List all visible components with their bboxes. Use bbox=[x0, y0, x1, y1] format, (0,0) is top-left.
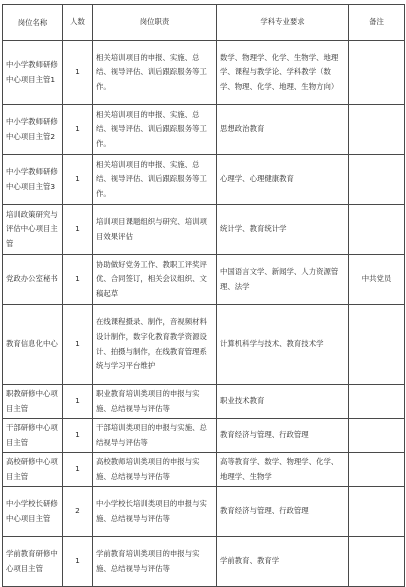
table-row bbox=[3, 537, 405, 587]
cell-count: 2 bbox=[63, 487, 93, 537]
cell-count: 1 bbox=[63, 419, 93, 453]
cell-note bbox=[349, 537, 405, 587]
cell-duty: 干部培训类项目的申报与实施、总结视导与评估等 bbox=[93, 419, 217, 453]
cell-duty: 相关培训项目的申报、实施、总结、视导评估、训后跟踪服务等工作。 bbox=[93, 155, 217, 205]
cell-post: 中小学校长研修中心项目主管 bbox=[3, 487, 63, 537]
cell-major: 职业技术教育 bbox=[217, 385, 349, 419]
cell-post: 高校研修中心项目主管 bbox=[3, 453, 63, 487]
cell-duty: 中小学校长培训类项目的申报与实施、总结视导与评估等 bbox=[93, 487, 217, 537]
recruitment-table-sheet bbox=[2, 4, 404, 587]
cell-post: 学前教育研修中心项目主管 bbox=[3, 537, 63, 587]
cell-major: 中国语言文学、新闻学、人力资源管理、法学 bbox=[217, 255, 349, 305]
cell-post: 培训政策研究与评估中心项目主管 bbox=[3, 205, 63, 255]
cell-major: 教育经济与管理、行政管理 bbox=[217, 419, 349, 453]
cell-post: 党政办公室秘书 bbox=[3, 255, 63, 305]
cell-duty: 培训项目课题组织与研究、培训项目效果评估 bbox=[93, 205, 217, 255]
cell-note bbox=[349, 453, 405, 487]
cell-major: 高等教育学、数学、物理学、化学、地理学、生物学 bbox=[217, 453, 349, 487]
table-row bbox=[3, 255, 405, 305]
table-row bbox=[3, 385, 405, 419]
header-note: 备注 bbox=[349, 5, 405, 41]
cell-note bbox=[349, 305, 405, 385]
cell-major: 统计学、教育统计学 bbox=[217, 205, 349, 255]
cell-post: 中小学教师研修中心项目主管3 bbox=[3, 155, 63, 205]
cell-post: 教育信息化中心 bbox=[3, 305, 63, 385]
cell-major: 思想政治教育 bbox=[217, 105, 349, 155]
cell-duty: 职业教育培训类项目的申报与实施、总结视导与评估等 bbox=[93, 385, 217, 419]
table-row bbox=[3, 487, 405, 537]
cell-post: 中小学教师研修中心项目主管2 bbox=[3, 105, 63, 155]
cell-major: 学前教育、教育学 bbox=[217, 537, 349, 587]
header-major: 学科专业要求 bbox=[217, 5, 349, 41]
table-row bbox=[3, 305, 405, 385]
cell-note bbox=[349, 385, 405, 419]
cell-count: 1 bbox=[63, 385, 93, 419]
cell-note: 中共党员 bbox=[349, 255, 405, 305]
cell-note bbox=[349, 105, 405, 155]
table-row bbox=[3, 205, 405, 255]
header-count: 人数 bbox=[63, 5, 93, 41]
header-duty: 岗位职责 bbox=[93, 5, 217, 41]
recruitment-table bbox=[2, 4, 405, 587]
cell-duty: 相关培训项目的申报、实施、总结、视导评估、训后跟踪服务等工作。 bbox=[93, 41, 217, 105]
cell-post: 职教研修中心项目主管 bbox=[3, 385, 63, 419]
cell-count: 1 bbox=[63, 155, 93, 205]
cell-duty: 在线课程摄录、制作，音视频材料设计制作，数字化教育教学资源设计、拍摄与制作，在线教育管理系统与学习平台维护 bbox=[93, 305, 217, 385]
cell-duty: 协助做好党务工作、教职工评奖评优、合同签订，相关会议组织、文稿起草 bbox=[93, 255, 217, 305]
header-post: 岗位名称 bbox=[3, 5, 63, 41]
cell-count: 1 bbox=[63, 105, 93, 155]
cell-note bbox=[349, 419, 405, 453]
cell-duty: 学前教育培训类项目的申报与实施、总结视导与评估等 bbox=[93, 537, 217, 587]
cell-count: 1 bbox=[63, 305, 93, 385]
header-row bbox=[3, 5, 405, 41]
table-row bbox=[3, 419, 405, 453]
cell-count: 1 bbox=[63, 255, 93, 305]
cell-duty: 相关培训项目的申报、实施、总结、视导评估、训后跟踪服务等工作。 bbox=[93, 105, 217, 155]
cell-note bbox=[349, 487, 405, 537]
cell-major: 教育经济与管理、行政管理 bbox=[217, 487, 349, 537]
cell-note bbox=[349, 155, 405, 205]
cell-post: 中小学教师研修中心项目主管1 bbox=[3, 41, 63, 105]
cell-count: 1 bbox=[63, 453, 93, 487]
table-row bbox=[3, 155, 405, 205]
cell-count: 1 bbox=[63, 205, 93, 255]
table-row bbox=[3, 105, 405, 155]
cell-count: 1 bbox=[63, 537, 93, 587]
cell-note bbox=[349, 205, 405, 255]
cell-major: 数学、物理学、化学、生物学、地理学、课程与教学论、学科教学（数学、物理、化学、地理、生物方向） bbox=[217, 41, 349, 105]
cell-major: 心理学、心理健康教育 bbox=[217, 155, 349, 205]
cell-note bbox=[349, 41, 405, 105]
cell-duty: 高校教师培训类项目的申报与实施、总结视导与评估等 bbox=[93, 453, 217, 487]
cell-count: 1 bbox=[63, 41, 93, 105]
table-row bbox=[3, 41, 405, 105]
table-row bbox=[3, 453, 405, 487]
cell-post: 干部研修中心项目主管 bbox=[3, 419, 63, 453]
cell-major: 计算机科学与技术、教育技术学 bbox=[217, 305, 349, 385]
